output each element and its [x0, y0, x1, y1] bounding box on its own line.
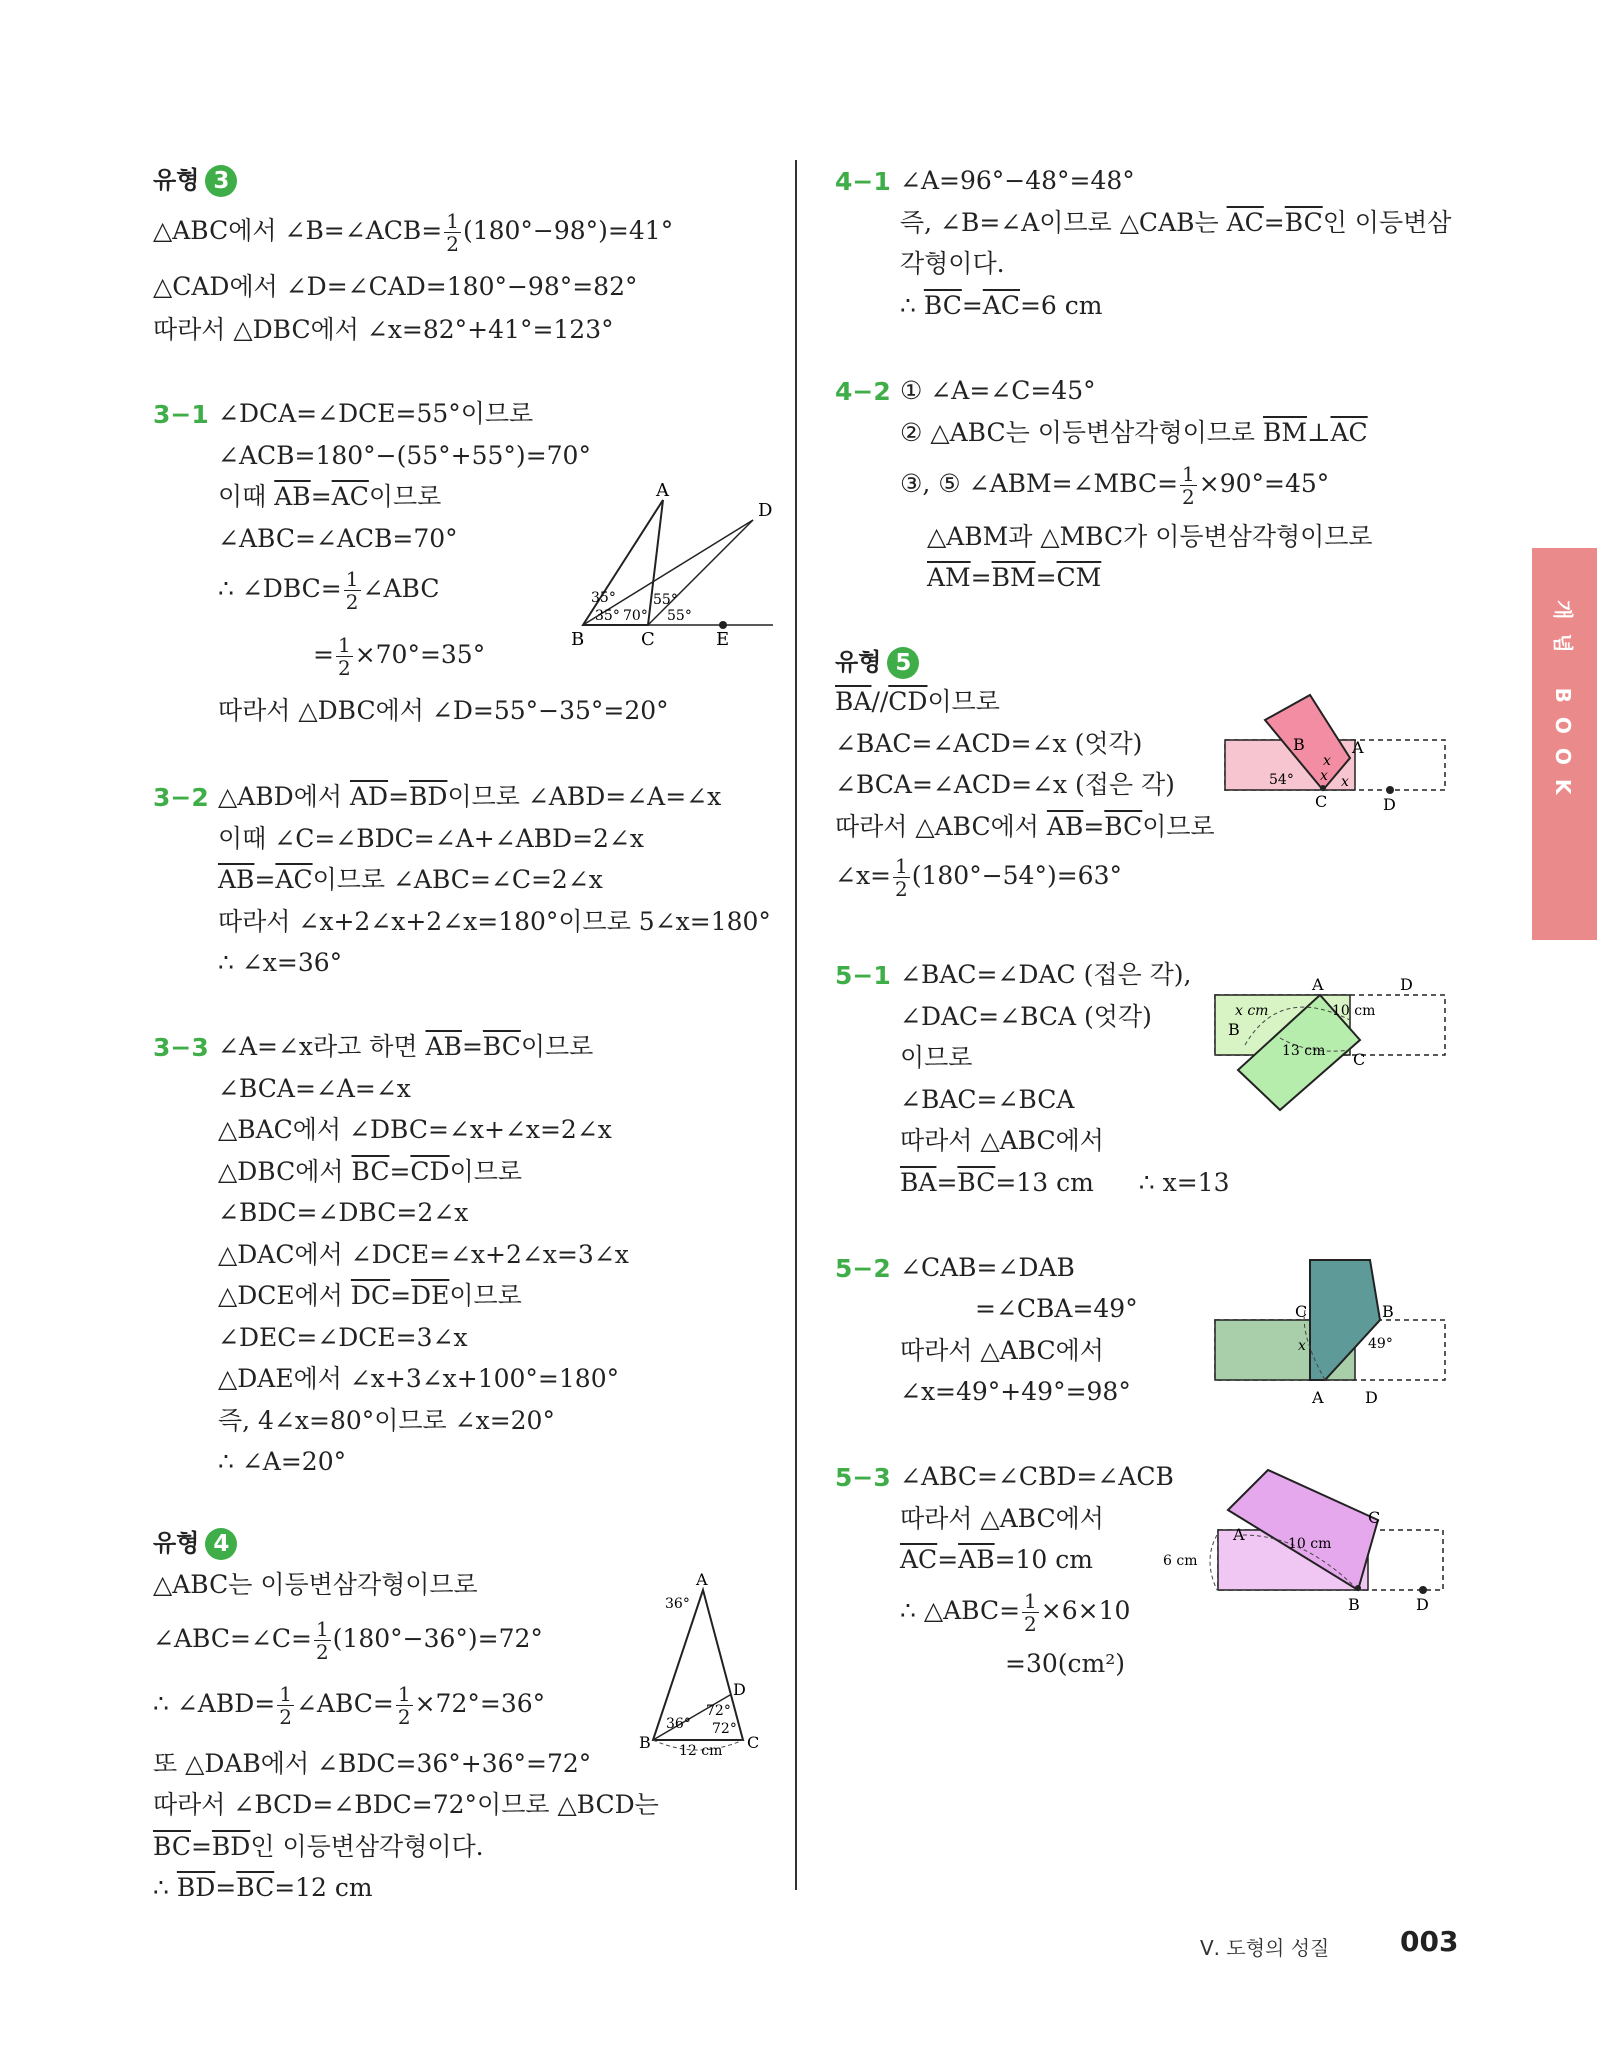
p32-line-1: △ABD에서 $\overline{AD}=\overline{BD}$이므로 ∠ABD=∠A=∠x: [218, 782, 722, 811]
p52-line-3: 따라서 △ABC에서: [900, 1336, 1104, 1365]
p31-line-3: 이때 $\overline{AB}=\overline{AC}$이므로: [218, 482, 442, 511]
p42-line-5: $\overline{AM}=\overline{BM}=\overline{CM}$: [927, 563, 1102, 592]
figure-type4-triangle: [633, 1570, 773, 1760]
type-4-heading: [153, 1523, 237, 1560]
fig-var-x: x: [1320, 768, 1328, 784]
p51-line-2: ∠DAC=∠BCA (엇각): [900, 1002, 1152, 1031]
type5-line-3: ∠BCA=∠ACD=∠x (접은 각): [835, 770, 1175, 799]
p53-line-4: ∴ △ABC= $\frac{1}{2}$ ×6×10: [900, 1589, 1131, 1636]
fig-label-a: A: [1312, 1388, 1324, 1407]
side-tab-label: 개념 BOOK: [1551, 600, 1575, 809]
figure-5-2-folded-tape: [1200, 1255, 1450, 1415]
p51-line-5: 따라서 △ABC에서: [900, 1126, 1104, 1155]
fig-length: 6 cm: [1163, 1553, 1198, 1569]
figure-5-3-folded-tape: [1153, 1465, 1453, 1615]
p33-line-6: △DAC에서 ∠DCE=∠x+2∠x=3∠x: [218, 1240, 629, 1269]
fig-angle: 70°: [623, 608, 648, 624]
figure-5-1-folded-tape: [1200, 960, 1450, 1120]
p33-line-1: ∠A=∠x라고 하면 $\overline{AB}=\overline{BC}$이므로: [218, 1032, 594, 1061]
fig-angle: 55°: [667, 608, 692, 624]
p53-line-1: ∠ABC=∠CBD=∠ACB: [900, 1462, 1174, 1491]
problem-number-5-1: 5−1: [835, 961, 891, 990]
p51-line-1: ∠BAC=∠DAC (접은 각),: [900, 960, 1192, 989]
fig-label-c: C: [1368, 1508, 1381, 1527]
type-label: 유형: [835, 648, 882, 676]
type-5-heading: [835, 642, 919, 679]
fig-label-c: C: [641, 629, 655, 650]
type5-line-2: ∠BAC=∠ACD=∠x (엇각): [835, 729, 1143, 758]
fraction: $\frac{1}{2}$: [337, 633, 351, 680]
fig-var-x: x: [1298, 1338, 1306, 1354]
p52-line-2: =∠CBA=49°: [975, 1294, 1138, 1323]
footer-chapter-title: Ⅴ. 도형의 성질: [1200, 1936, 1330, 1960]
type-3-heading: [153, 160, 237, 197]
p52-line-4: ∠x=49°+49°=98°: [900, 1377, 1131, 1406]
fig-angle: 35°: [591, 590, 616, 606]
p42-line-2: ② △ABC는 이등변삼각형이므로 $\overline{BM}\perp\overline{AC}$: [900, 418, 1368, 447]
fig-length: 13 cm: [1282, 1043, 1326, 1059]
p51-line-3: 이므로: [900, 1043, 973, 1072]
fig-angle: 36°: [666, 1716, 691, 1732]
fig-label-d: D: [758, 500, 773, 521]
figure-3-1-triangle: [553, 480, 783, 650]
fig-angle: 54°: [1269, 772, 1294, 788]
p32-line-5: ∴ ∠x=36°: [218, 948, 343, 977]
p33-line-5: ∠BDC=∠DBC=2∠x: [218, 1198, 469, 1227]
p41-line-3: 각형이다.: [900, 249, 1005, 278]
fraction: $\frac{1}{2}$: [397, 1682, 411, 1729]
problem-number-3-1: 3−1: [153, 400, 209, 429]
p41-line-1: ∠A=96°−48°=48°: [900, 166, 1135, 195]
p33-line-8: ∠DEC=∠DCE=3∠x: [218, 1323, 468, 1352]
fig-label-b: B: [1293, 735, 1305, 754]
problem-number-3-3: 3−3: [153, 1033, 209, 1062]
problem-number-4-2: 4−2: [835, 377, 891, 406]
p32-line-4: 따라서 ∠x+2∠x+2∠x=180°이므로 5∠x=180°: [218, 907, 771, 936]
p32-line-3: $\overline{AB}=\overline{AC}$이므로 ∠ABC=∠C=2∠x: [218, 865, 603, 894]
type4-line-2: ∠ABC=∠C= $\frac{1}{2}$ (180°−36°)=72°: [153, 1617, 543, 1664]
p33-line-10: 즉, 4∠x=80°이므로 ∠x=20°: [218, 1406, 555, 1435]
fraction: $\frac{1}{2}$: [446, 209, 459, 256]
p33-line-4: △DBC에서 $\overline{BC}=\overline{CD}$이므로: [218, 1157, 523, 1186]
type3-line-2: △CAD에서 ∠D=∠CAD=180°−98°=82°: [153, 272, 638, 301]
p32-line-2: 이때 ∠C=∠BDC=∠A+∠ABD=2∠x: [218, 824, 644, 853]
p52-line-1: ∠CAB=∠DAB: [900, 1253, 1075, 1282]
p31-line-2: ∠ACB=180°−(55°+55°)=70°: [218, 441, 591, 470]
fig-label-b: B: [639, 1733, 651, 1752]
p33-line-3: △BAC에서 ∠DBC=∠x+∠x=2∠x: [218, 1115, 612, 1144]
fig-angle: 35°: [595, 608, 620, 624]
problem-number-3-2: 3−2: [153, 783, 209, 812]
type4-line-5: 따라서 ∠BCD=∠BDC=72°이므로 △BCD는: [153, 1790, 659, 1819]
type3-line-3: 따라서 △DBC에서 ∠x=82°+41°=123°: [153, 315, 614, 344]
type-number-badge: 5: [887, 647, 919, 679]
fig-length: 10 cm: [1332, 1003, 1376, 1019]
type4-line-6: $\overline{BC}=\overline{BD}$인 이등변삼각형이다.: [153, 1832, 484, 1861]
p41-line-2: 즉, ∠B=∠A이므로 △CAB는 $\overline{AC}=\overline{BC}$인 이등변삼: [900, 208, 1452, 237]
fig-label-c: C: [1353, 1050, 1366, 1069]
p42-line-1: ① ∠A=∠C=45°: [900, 376, 1096, 405]
fig-label-e: E: [716, 629, 730, 650]
problem-number-5-2: 5−2: [835, 1254, 891, 1283]
p31-line-1: ∠DCA=∠DCE=55°이므로: [218, 399, 534, 428]
fig-label-a: A: [656, 480, 669, 501]
p42-line-3: ③, ⑤ ∠ABM=∠MBC= $\frac{1}{2}$ ×90°=45°: [900, 462, 1330, 509]
fig-angle: 72°: [712, 1721, 737, 1737]
type4-line-7: ∴ $\overline{BD}=\overline{BC}=12$ cm: [153, 1873, 373, 1902]
type-label: 유형: [153, 166, 200, 194]
fraction: $\frac{1}{2}$: [1024, 1589, 1037, 1636]
p31-line-7: 따라서 △DBC에서 ∠D=55°−35°=20°: [218, 696, 669, 725]
p31-line-4: ∠ABC=∠ACB=70°: [218, 524, 458, 553]
fig-label-b: B: [571, 629, 585, 650]
p31-line-6: = $\frac{1}{2}$ ×70°=35°: [313, 633, 486, 680]
fig-label-a: A: [1352, 738, 1364, 757]
fig-label-c: C: [1295, 1302, 1308, 1321]
fig-angle: 49°: [1368, 1336, 1393, 1352]
fig-length: 10 cm: [1288, 1536, 1332, 1552]
fraction: $\frac{1}{2}$: [315, 1617, 329, 1664]
fig-label-a: A: [696, 1570, 708, 1589]
type5-line-1: $\overline{BA}//\overline{CD}$이므로: [835, 687, 1000, 716]
p33-line-11: ∴ ∠A=20°: [218, 1447, 347, 1476]
p33-line-2: ∠BCA=∠A=∠x: [218, 1074, 411, 1103]
type4-line-1: △ABC는 이등변삼각형이므로: [153, 1570, 478, 1599]
fig-label-d: D: [1400, 975, 1413, 994]
fig-label-b: B: [1382, 1302, 1394, 1321]
p31-line-5: ∴ ∠DBC= $\frac{1}{2}$ ∠ABC: [218, 567, 440, 614]
fig-length: x cm: [1235, 1003, 1269, 1019]
fraction: $\frac{1}{2}$: [895, 854, 908, 901]
fig-angle: 36°: [665, 1596, 690, 1612]
problem-number-5-3: 5−3: [835, 1463, 891, 1492]
type4-line-4: 또 △DAB에서 ∠BDC=36°+36°=72°: [153, 1749, 592, 1778]
fig-angle: 55°: [653, 592, 678, 608]
problem-number-4-1: 4−1: [835, 167, 891, 196]
fig-label-b: B: [1348, 1595, 1360, 1614]
type5-line-4: 따라서 △ABC에서 $\overline{AB}=\overline{BC}$이므로: [835, 812, 1215, 841]
fig-label-d: D: [1365, 1388, 1378, 1407]
fig-label-c: C: [747, 1733, 760, 1752]
type5-line-5: ∠x= $\frac{1}{2}$ (180°−54°)=63°: [835, 854, 1122, 901]
fig-var-x: x: [1323, 753, 1331, 769]
p42-line-4: △ABM과 △MBC가 이등변삼각형이므로: [927, 522, 1373, 551]
fraction: $\frac{1}{2}$: [279, 1682, 292, 1729]
type3-line-1: △ABC에서 ∠B=∠ACB= $\frac{1}{2}$ (180°−98°)=41°: [153, 209, 674, 256]
fig-angle: 72°: [706, 1703, 731, 1719]
fig-var-x: x: [1341, 774, 1349, 790]
p53-line-3: $\overline{AC}=\overline{AB}=10$ cm: [900, 1545, 1093, 1574]
type4-line-3: ∴ ∠ABD= $\frac{1}{2}$ ∠ABC= $\frac{1}{2}$ ×72°=36°: [153, 1682, 546, 1729]
fig-label-a: A: [1233, 1525, 1245, 1544]
fig-label-a: A: [1312, 975, 1324, 994]
p33-line-9: △DAE에서 ∠x+3∠x+100°=180°: [218, 1364, 620, 1393]
p33-line-7: △DCE에서 $\overline{DC}=\overline{DE}$이므로: [218, 1281, 522, 1310]
column-divider: [795, 160, 797, 1890]
p53-line-2: 따라서 △ABC에서: [900, 1504, 1104, 1533]
fraction: $\frac{1}{2}$: [1182, 462, 1195, 509]
type-number-badge: 3: [205, 165, 237, 197]
fig-label-c: C: [1315, 792, 1328, 811]
type-number-badge: 4: [205, 1528, 237, 1560]
fig-label-d: D: [733, 1680, 746, 1699]
fig-label-d: D: [1383, 795, 1396, 814]
p51-line-4: ∠BAC=∠BCA: [900, 1085, 1075, 1114]
fig-label-d: D: [1416, 1595, 1429, 1614]
side-tab-concept-book: [1532, 548, 1597, 940]
fig-length: 12 cm: [679, 1743, 723, 1759]
fig-label-b: B: [1228, 1020, 1240, 1039]
p53-line-5: =30(cm²): [1005, 1649, 1125, 1678]
figure-type5-folded-tape: [1215, 690, 1455, 840]
fraction: $\frac{1}{2}$: [345, 567, 359, 614]
p41-line-4: ∴ $\overline{BC}=\overline{AC}=6$ cm: [900, 291, 1103, 320]
p51-line-6: $\overline{BA}=\overline{BC}=13$ cm ∴ x=13: [900, 1168, 1230, 1197]
footer-page-number: 003: [1400, 1925, 1459, 1958]
type-label: 유형: [153, 1529, 200, 1557]
